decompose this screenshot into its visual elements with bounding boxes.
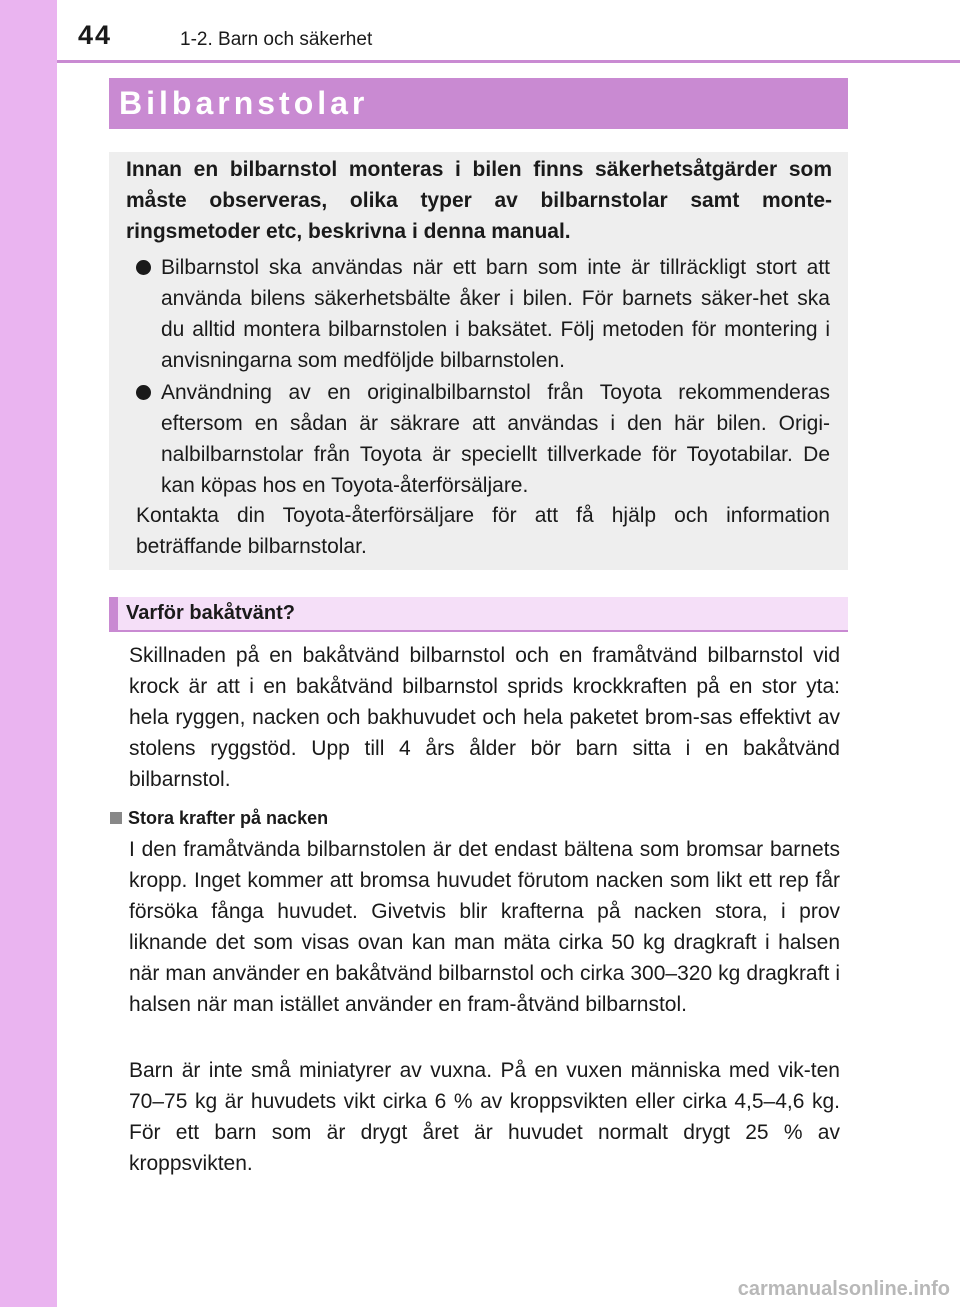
intro-bullet-item xyxy=(136,252,830,376)
intro-lead-text: Innan en bilbarnstol monteras i bilen finns säkerhetsåtgärder som måste observeras, olika typer av bilbarnstolar samt monte-ringsmetoder etc, beskrivna i denna manual. xyxy=(126,158,832,243)
intro-bullet-item xyxy=(136,377,830,501)
square-bullet-icon xyxy=(110,812,122,824)
section-heading-bar xyxy=(109,597,848,632)
page-number: 44 xyxy=(78,20,113,50)
section-paragraph: Skillnaden på en bakåtvänd bilbarnstol och en framåtvänd bilbarnstol vid krock är att i en bakåtvänd bilbarnstol sprids krockkraften på en stor yta: hela ryggen, nacken och bakhuvudet och hela paketet brom-sas effektivt av stolens ryggstöd. Upp till 4 års ålder bör barn sitta i en bakåtvänd bilbarnstol. xyxy=(129,644,840,791)
watermark: carmanualsonline.info xyxy=(737,1278,950,1300)
subsection-heading-text: Stora krafter på nacken xyxy=(128,808,329,828)
side-tab-strip xyxy=(0,0,57,1307)
bullet-icon xyxy=(136,260,151,275)
bullet-icon xyxy=(136,385,151,400)
subsection-paragraph-1: I den framåtvända bilbarnstolen är det endast bältena som bromsar barnets kropp. Inget kommer att bromsa huvudet förutom nacken som likt ett rep får försöka fånga huvudet. Givetvis blir krafterna på nacken stora, i prov liknande det som visas ovan kan man mäta cirka 50 kg dragkraft i halsen när man använder en bakåtvänd bilbarnstol och cirka 300–320 kg dragkraft i halsen när man istället använder en fram-åtvänd bilbarnstol. xyxy=(129,838,840,1016)
page-title: Bilbarnstolar xyxy=(119,85,369,121)
intro-bullet-text: Bilbarnstol ska användas när ett barn som inte är tillräckligt stort att använda bilens säkerhetsbälte åker i bilen. För barnets säker-het ska du alltid montera bilbarnstolen i baksätet. Följ metoden för montering i anvisningarna som medföljde bilbarnstolen. xyxy=(161,256,830,372)
header-divider xyxy=(57,60,960,63)
page-title-bar xyxy=(109,78,848,129)
intro-contact-text: Kontakta din Toyota-återförsäljare för att få hjälp och information beträffande bilbarnstolar. xyxy=(136,504,830,558)
intro-bullet-text: Användning av en originalbilbarnstol från Toyota rekommenderas eftersom en sådan är säkrare att användas i den här bilen. Origi-nalbilbarnstolar från Toyota är speciellt tillverkade för Toyotabilar. De kan köpas hos en Toyota-återförsäljare. xyxy=(161,381,830,497)
subsection-paragraph-2: Barn är inte små miniatyrer av vuxna. På en vuxen människa med vik-ten 70–75 kg är huvudets vikt cirka 6 % av kroppsvikten eller cirka 4,5–4,6 kg. För ett barn som är drygt året är huvudet normalt drygt 25 % av kroppsvikten. xyxy=(129,1059,840,1175)
subsection-heading xyxy=(110,808,328,829)
section-heading: Varför bakåtvänt? xyxy=(126,602,295,624)
section-path: 1-2. Barn och säkerhet xyxy=(180,29,373,50)
